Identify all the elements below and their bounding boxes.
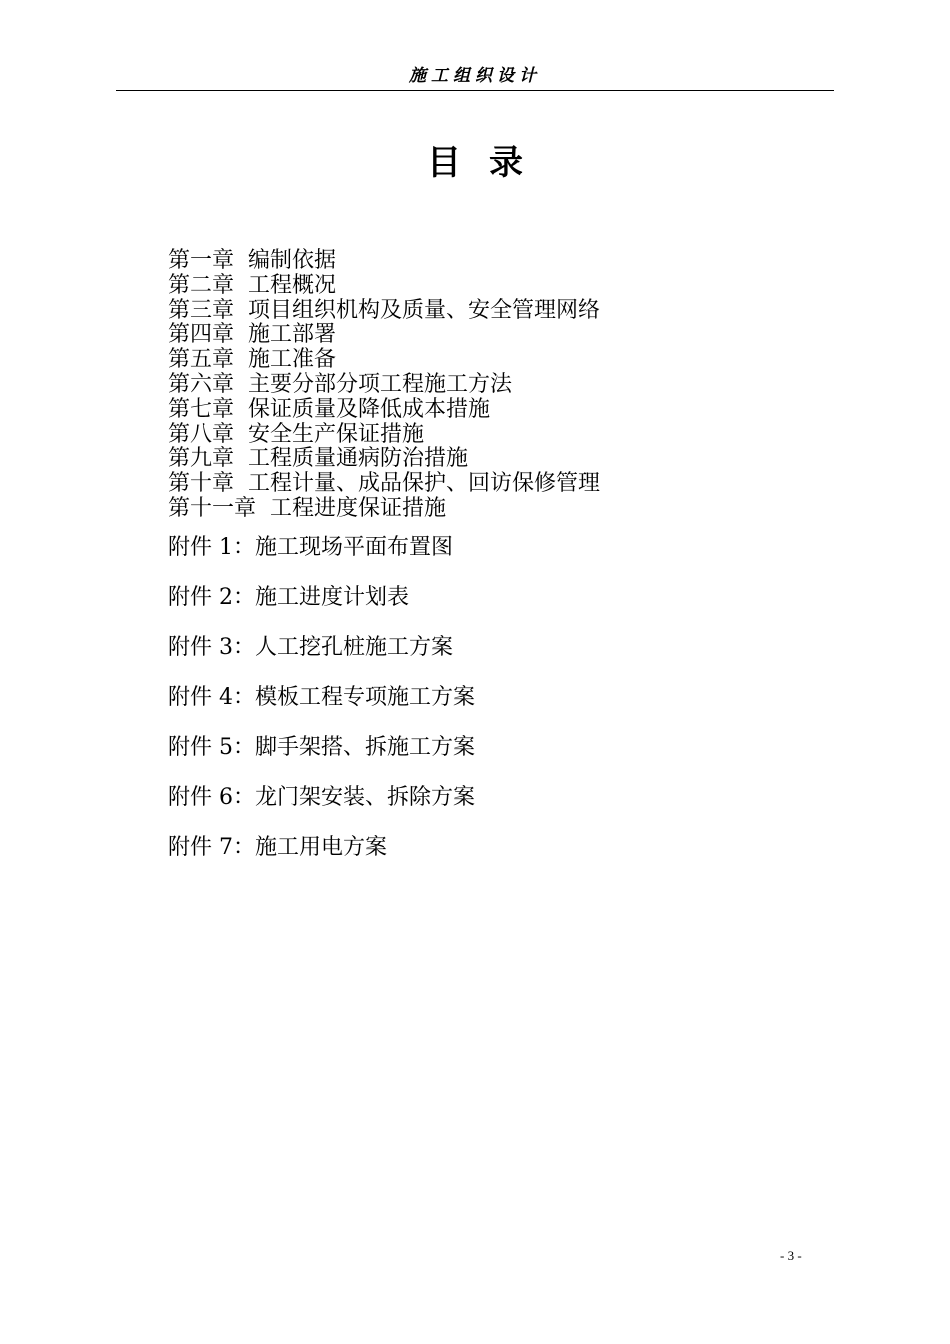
chapter-number: 第十一章 <box>168 495 257 521</box>
toc-item <box>168 249 808 274</box>
appendix-title: 脚手架搭、拆施工方案 <box>255 735 476 760</box>
appendix-item <box>168 533 808 563</box>
appendix-title: 人工挖孔桩施工方案 <box>255 635 454 660</box>
toc-item <box>168 274 808 299</box>
appendix-title: 施工进度计划表 <box>255 585 410 610</box>
chapter-title: 施工部署 <box>248 322 337 348</box>
chapter-number: 第五章 <box>168 347 235 373</box>
toc-item <box>168 447 808 472</box>
chapter-title: 工程质量通病防治措施 <box>248 446 469 472</box>
toc-item <box>168 472 808 497</box>
appendix-item <box>168 833 808 863</box>
appendix-item <box>168 583 808 613</box>
chapter-title: 编制依据 <box>248 248 337 273</box>
chapter-number: 第十章 <box>168 471 235 497</box>
chapter-title: 保证质量及降低成本措施 <box>248 396 491 422</box>
chapter-title: 项目组织机构及质量、安全管理网络 <box>248 297 601 323</box>
appendix-label: 附件 2： <box>168 585 255 610</box>
appendix-label: 附件 4： <box>168 685 255 710</box>
chapter-number: 第七章 <box>168 396 235 422</box>
chapter-number: 第九章 <box>168 446 235 472</box>
chapter-number: 第八章 <box>168 421 235 447</box>
appendix-item <box>168 633 808 663</box>
toc-item <box>168 323 808 348</box>
appendix-label: 附件 1： <box>168 535 255 560</box>
table-of-contents <box>168 249 808 522</box>
appendix-label: 附件 7： <box>168 835 255 860</box>
appendix-title: 模板工程专项施工方案 <box>255 685 476 710</box>
appendix-title: 龙门架安装、拆除方案 <box>255 785 476 810</box>
chapter-number: 第二章 <box>168 272 235 298</box>
chapter-number: 第三章 <box>168 297 235 323</box>
toc-item <box>168 373 808 398</box>
chapter-title: 施工准备 <box>248 347 337 373</box>
chapter-title: 主要分部分项工程施工方法 <box>248 371 513 397</box>
chapter-title: 工程进度保证措施 <box>270 495 447 521</box>
chapter-title: 工程概况 <box>248 272 337 298</box>
toc-item <box>168 348 808 373</box>
appendix-title: 施工用电方案 <box>255 835 388 860</box>
appendix-label: 附件 6： <box>168 785 255 810</box>
toc-item <box>168 299 808 324</box>
toc-item <box>168 398 808 423</box>
toc-item <box>168 423 808 448</box>
page-number: - 3 - <box>780 1248 802 1263</box>
chapter-number: 第一章 <box>168 248 235 273</box>
chapter-title: 安全生产保证措施 <box>248 421 425 447</box>
appendix-item <box>168 683 808 713</box>
page-header <box>116 64 834 91</box>
appendix-title: 施工现场平面布置图 <box>255 535 454 560</box>
appendix-item <box>168 783 808 813</box>
toc-item <box>168 497 808 522</box>
document-title: 目录 <box>427 143 551 183</box>
header-title: 施工组织设计 <box>409 66 541 86</box>
appendix-item <box>168 733 808 763</box>
chapter-title: 工程计量、成品保护、回访保修管理 <box>248 471 601 497</box>
appendix-label: 附件 3： <box>168 635 255 660</box>
chapter-number: 第四章 <box>168 322 235 348</box>
appendix-label: 附件 5： <box>168 735 255 760</box>
chapter-number: 第六章 <box>168 371 235 397</box>
